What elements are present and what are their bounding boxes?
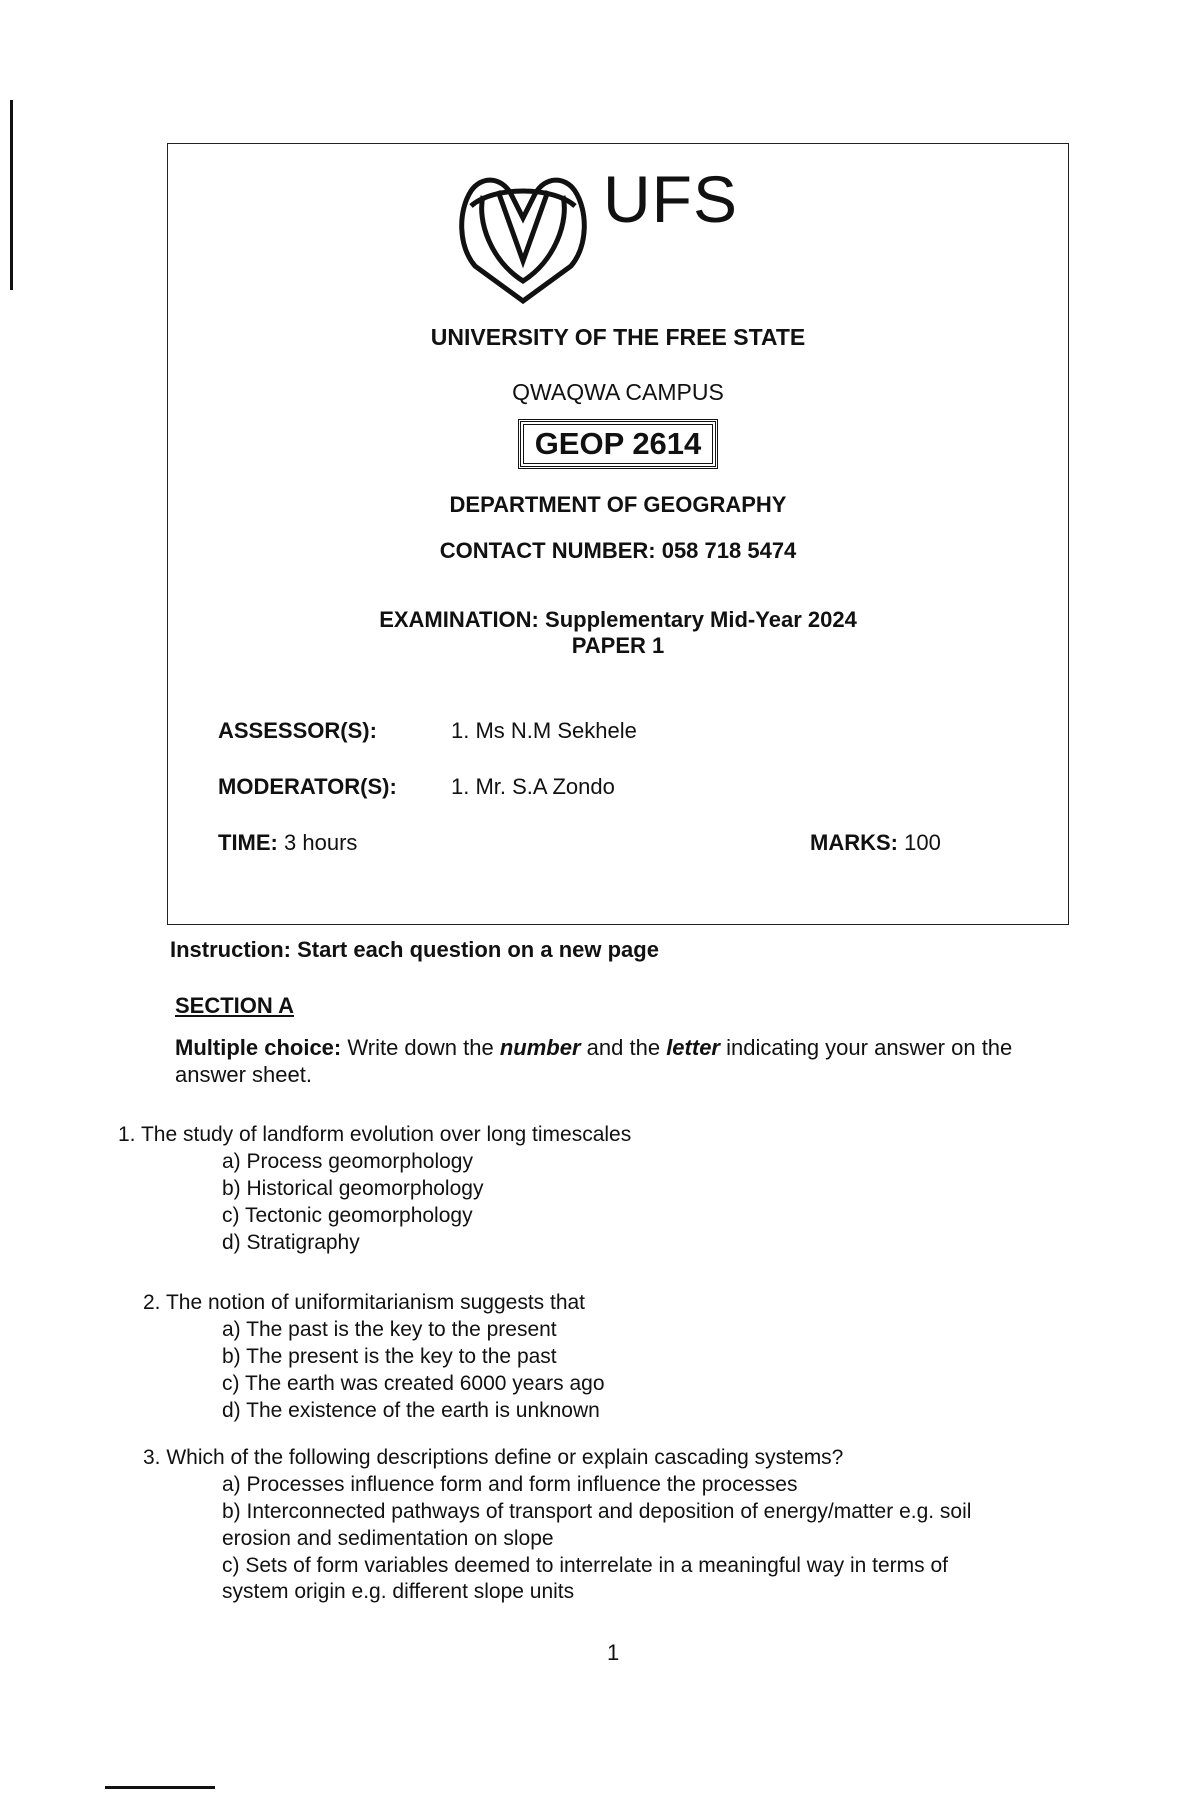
- option: a) The past is the key to the present: [222, 1317, 557, 1341]
- time-value: 3 hours: [284, 830, 358, 855]
- module-code-wrap: [168, 419, 1068, 469]
- question-stem: 1. The study of landform evolution over long timescales: [118, 1123, 632, 1146]
- exam-info: [168, 607, 1068, 660]
- mc-text-3: indicating your answer on the answer sheet.: [175, 1035, 1013, 1087]
- time-row: [218, 830, 357, 856]
- option: d) Stratigraphy: [222, 1230, 360, 1254]
- multiple-choice-instruction: [175, 1035, 1080, 1089]
- option: c) The earth was created 6000 years ago: [222, 1371, 605, 1395]
- assessor-value: 1. Ms N.M Sekhele: [451, 718, 637, 743]
- paper-label: PAPER 1: [571, 633, 665, 659]
- moderator-value: 1. Mr. S.A Zondo: [451, 774, 615, 799]
- ufs-logo-icon: [453, 166, 593, 306]
- moderator-label: MODERATOR(S):: [218, 774, 397, 799]
- marks-value: 100: [904, 830, 941, 855]
- option: a) Processes influence form and form influence the processes: [222, 1472, 798, 1496]
- option: a) Process geomorphology: [222, 1149, 473, 1173]
- mc-text-1: Write down the: [347, 1035, 494, 1060]
- option: b) Interconnected pathways of transport and deposition of energy/matter e.g. soil: [222, 1499, 972, 1523]
- option: b) Historical geomorphology: [222, 1176, 484, 1200]
- mc-letter-word: letter: [666, 1035, 720, 1060]
- scan-mark-bottom: [105, 1786, 215, 1789]
- marks-row: [810, 830, 941, 856]
- option: c) Sets of form variables deemed to interrelate in a meaningful way in terms of: [222, 1553, 948, 1577]
- option: b) The present is the key to the past: [222, 1344, 557, 1368]
- question-stem: 3. Which of the following descriptions define or explain cascading systems?: [143, 1446, 844, 1469]
- option: c) Tectonic geomorphology: [222, 1203, 473, 1227]
- module-code: GEOP 2614: [518, 419, 719, 469]
- question-stem: 2. The notion of uniformitarianism suggests that: [143, 1291, 586, 1314]
- option-continuation: system origin e.g. different slope units: [222, 1580, 575, 1604]
- page-number: 1: [607, 1640, 620, 1665]
- question-3: [143, 1445, 1078, 1606]
- department-name: DEPARTMENT OF GEOGRAPHY: [449, 492, 787, 517]
- exam-label: EXAMINATION:: [379, 607, 539, 632]
- assessor-label: ASSESSOR(S):: [218, 718, 377, 743]
- option-continuation: erosion and sedimentation on slope: [222, 1526, 554, 1550]
- header-box: [167, 143, 1069, 925]
- time-label: TIME:: [218, 830, 278, 855]
- question-1: [118, 1122, 1078, 1256]
- campus-name: QWAQWA CAMPUS: [512, 379, 724, 405]
- question-2: [143, 1290, 1078, 1424]
- contact-number: CONTACT NUMBER: 058 718 5474: [439, 538, 797, 563]
- section-title: SECTION A: [175, 993, 294, 1018]
- marks-label: MARKS:: [810, 830, 898, 855]
- exam-value: Supplementary Mid-Year 2024: [545, 607, 857, 632]
- scan-mark-left: [10, 100, 13, 290]
- option: d) The existence of the earth is unknown: [222, 1398, 600, 1422]
- logo-text: UFS: [603, 162, 738, 236]
- mc-text-2: and the: [586, 1035, 661, 1060]
- mc-label: Multiple choice:: [175, 1035, 342, 1060]
- instruction: Instruction: Start each question on a new page: [170, 937, 659, 962]
- university-name: UNIVERSITY OF THE FREE STATE: [430, 324, 806, 350]
- mc-number-word: number: [499, 1035, 581, 1060]
